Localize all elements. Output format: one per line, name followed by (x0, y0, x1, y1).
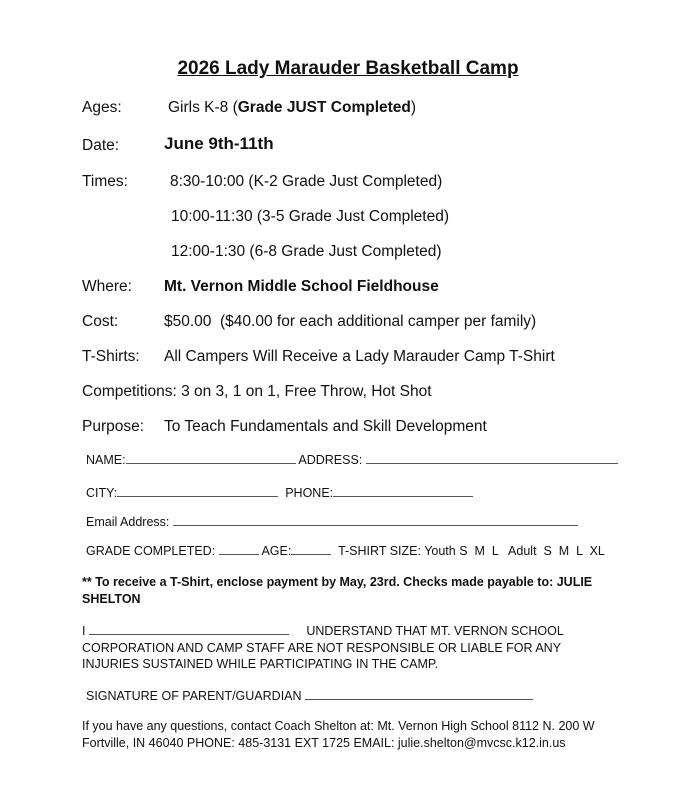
phone-label: PHONE: (285, 486, 334, 500)
time-session: 8:30-10:00 (K-2 Grade Just Completed) (170, 173, 443, 190)
times-label: Times: (82, 173, 128, 190)
grade-label: GRADE COMPLETED: (86, 544, 216, 558)
tshirt-size-label: T-SHIRT SIZE: Youth S M L Adult S M L XL (338, 544, 605, 558)
city-field[interactable] (117, 485, 278, 497)
where-label: Where: (82, 278, 132, 295)
ages-value (168, 99, 416, 117)
ages-prefix: Girls K-8 ( (168, 99, 238, 116)
where-value: Mt. Vernon Middle School Fieldhouse (164, 278, 439, 295)
ages-bold: Grade JUST Completed (237, 99, 411, 116)
signature-row (86, 688, 533, 703)
purpose-label: Purpose: (82, 418, 145, 435)
city-label: CITY: (86, 486, 118, 500)
signature-field[interactable] (305, 688, 533, 700)
waiver-prefix: I (82, 624, 86, 638)
name-field[interactable] (126, 452, 296, 464)
waiver (82, 623, 602, 673)
name-row (86, 452, 618, 467)
contact-info: If you have any questions, contact Coach Shelton at: Mt. Vernon High School 8112 N. 200 W Fortville, IN 46040 PHONE: 485-3131 EXT 1725 EMAIL: julie.shelton@mvcsc.k12.in.us (82, 719, 595, 750)
address-label: ADDRESS: (298, 453, 363, 467)
competitions-text: Competitions: 3 on 3, 1 on 1, Free Throw, Hot Shot (82, 383, 432, 400)
payment-note: ** To receive a T-Shirt, enclose payment by May, 23rd. Checks made payable to: JULIE SHELTON (82, 575, 593, 606)
address-field[interactable] (366, 452, 618, 464)
email-field[interactable] (173, 514, 578, 526)
page-title: 2026 Lady Marauder Basketball Camp (177, 58, 519, 79)
date-value: June 9th-11th (164, 134, 274, 153)
purpose-value: To Teach Fundamentals and Skill Development (164, 418, 487, 435)
tshirts-value: All Campers Will Receive a Lady Marauder Camp T-Shirt (164, 348, 555, 365)
waiver-text: UNDERSTAND THAT MT. VERNON SCHOOL CORPORATION AND CAMP STAFF ARE NOT RESPONSIBLE OR LIABLE FOR ANY INJURIES SUSTAINED WHILE PARTICIPATING IN THE CAMP. (82, 624, 564, 671)
age-label: AGE: (261, 544, 292, 558)
time-session: 12:00-1:30 (6-8 Grade Just Completed) (171, 243, 442, 260)
signature-label: SIGNATURE OF PARENT/GUARDIAN (86, 689, 302, 703)
cost-label: Cost: (82, 313, 119, 330)
email-label: Email Address: (86, 515, 170, 529)
grade-row (86, 543, 605, 558)
cost-value: $50.00 ($40.00 for each additional camper per family) (164, 313, 537, 330)
email-row (86, 514, 578, 529)
time-session: 10:00-11:30 (3-5 Grade Just Completed) (171, 208, 450, 225)
age-field[interactable] (291, 543, 331, 555)
grade-field[interactable] (219, 543, 259, 555)
city-row (86, 485, 473, 500)
waiver-name-field[interactable] (89, 623, 289, 635)
name-label: NAME: (86, 453, 126, 467)
ages-suffix: ) (410, 99, 417, 116)
date-label: Date: (82, 137, 120, 154)
phone-field[interactable] (333, 485, 473, 497)
ages-label: Ages: (82, 99, 122, 116)
tshirts-label: T-Shirts: (82, 348, 140, 365)
